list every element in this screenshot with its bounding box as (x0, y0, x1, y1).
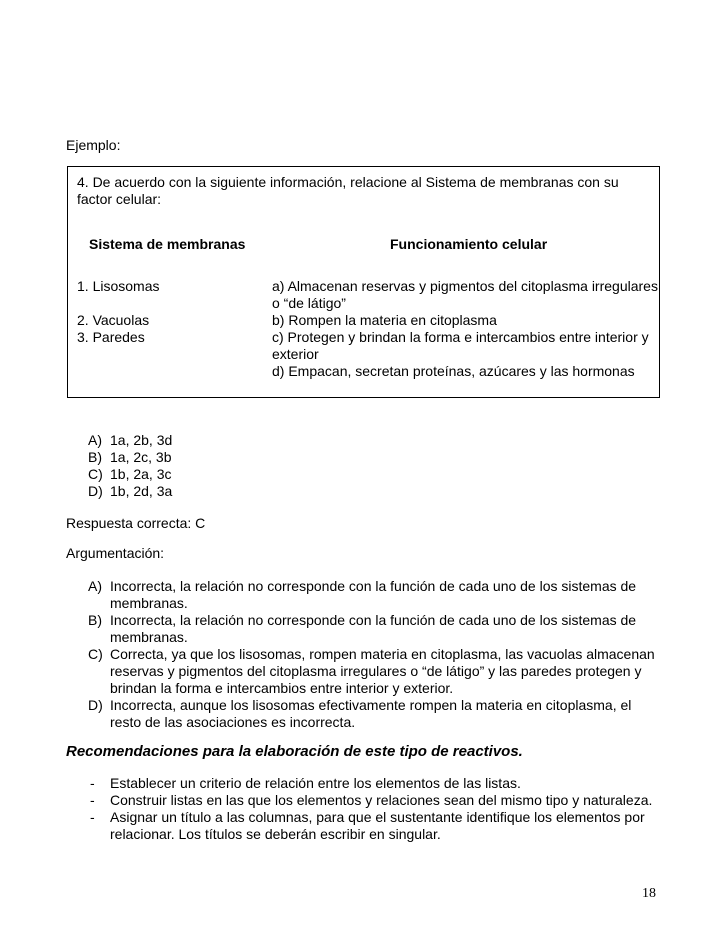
recommendation-text: Construir listas en las que los elementos y relaciones sean del mismo tipo y naturaleza. (110, 792, 653, 808)
argument-text: Incorrecta, la relación no corresponde con la función de cada uno de los sistemas de membranas. (110, 578, 637, 611)
option-letter: A) (88, 432, 102, 448)
recommendation-item (88, 809, 663, 843)
argument-title: Argumentación: (66, 545, 165, 561)
right-column (272, 278, 662, 380)
option-a (88, 432, 172, 449)
option-text: 1a, 2b, 3d (110, 432, 173, 448)
option-text: 1b, 2a, 3c (110, 466, 172, 482)
argument-text: Correcta, ya que los lisosomas, rompen materia en citoplasma, las vacuolas almacenan reservas y pigmentos del citoplasma irregulares o “de látigo” y las paredes protegen y brindan la forma e intercambios entre interior y exterior. (110, 646, 655, 696)
argument-item (88, 578, 663, 612)
recommendations-list (88, 775, 663, 843)
argument-letter: C) (88, 646, 103, 662)
option-d (88, 483, 172, 500)
question-box (67, 166, 660, 398)
left-item: 3. Paredes (77, 329, 145, 345)
answer-options (88, 432, 172, 500)
example-label: Ejemplo: (66, 137, 121, 153)
left-column (77, 278, 267, 346)
option-b (88, 449, 172, 466)
column-header-right: Funcionamiento celular (390, 236, 548, 252)
right-item: c) Protegen y brindan la forma e intercambios entre interior y exterior (272, 329, 649, 362)
page-number: 18 (642, 886, 656, 901)
argument-letter: D) (88, 697, 103, 713)
option-c (88, 466, 172, 483)
left-item: 2. Vacuolas (77, 312, 150, 328)
argument-item (88, 612, 663, 646)
question-text: 4. De acuerdo con la siguiente información, relacione al Sistema de membranas con su factor celular: (77, 174, 619, 207)
argument-item (88, 697, 663, 731)
correct-answer: Respuesta correcta: C (66, 515, 206, 531)
bullet-dash: - (90, 792, 95, 808)
argument-letter: B) (88, 612, 102, 628)
right-item: a) Almacenan reservas y pigmentos del citoplasma irregulares o “de látigo” (272, 278, 658, 311)
recommendation-item (88, 792, 663, 809)
bullet-dash: - (90, 809, 95, 825)
option-letter: D) (88, 483, 103, 499)
right-item: b) Rompen la materia en citoplasma (272, 312, 497, 328)
argument-item (88, 646, 663, 697)
bullet-dash: - (90, 775, 95, 791)
column-header-left: Sistema de membranas (89, 236, 246, 252)
recommendation-text: Asignar un título a las columnas, para que el sustentante identifique los elementos por relacionar. Los títulos se deberán escribir en singular. (110, 809, 645, 842)
argument-text: Incorrecta, aunque los lisosomas efectivamente rompen la materia en citoplasma, el resto de las asociaciones es incorrecta. (110, 697, 632, 730)
left-item: 1. Lisosomas (77, 278, 160, 294)
argument-list (88, 578, 663, 731)
option-text: 1b, 2d, 3a (110, 483, 173, 499)
argument-letter: A) (88, 578, 102, 594)
left-item-spacer (77, 295, 267, 312)
option-letter: C) (88, 466, 103, 482)
option-text: 1a, 2c, 3b (110, 449, 172, 465)
recommendation-item (88, 775, 663, 792)
option-letter: B) (88, 449, 102, 465)
argument-text: Incorrecta, la relación no corresponde con la función de cada uno de los sistemas de membranas. (110, 612, 637, 645)
recommendations-title: Recomendaciones para la elaboración de este tipo de reactivos. (66, 743, 523, 760)
right-item: d) Empacan, secretan proteínas, azúcares y las hormonas (272, 363, 635, 379)
recommendation-text: Establecer un criterio de relación entre los elementos de las listas. (110, 775, 521, 791)
